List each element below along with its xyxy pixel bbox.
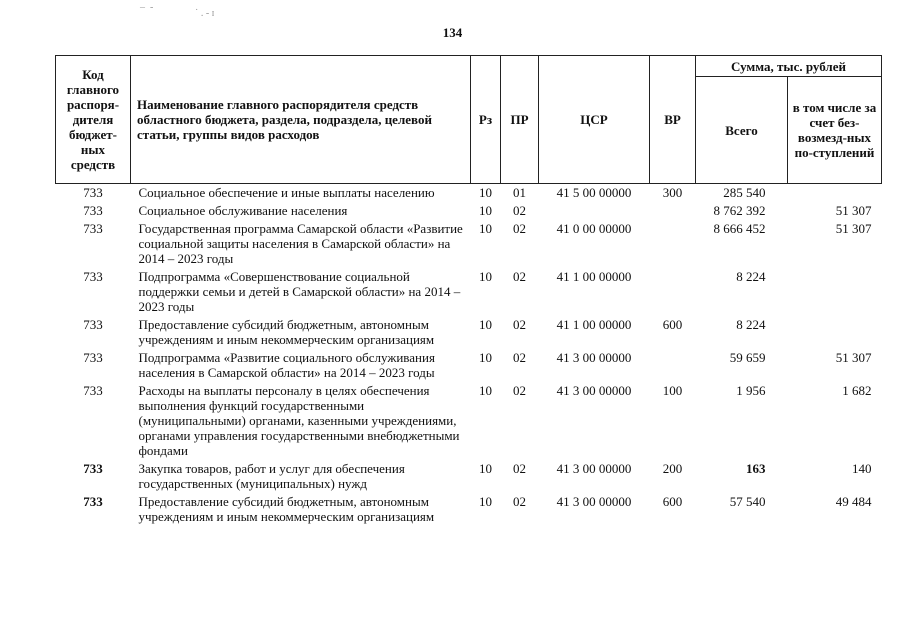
row-vr: 300 [662, 185, 683, 200]
row-rz: 10 [479, 185, 492, 200]
row-pr: 02 [513, 383, 526, 398]
row-rz: 10 [479, 269, 492, 284]
budget-table [55, 55, 882, 527]
row-grant: 49 484 [835, 494, 872, 509]
row-name: Закупка товаров, работ и услуг для обеспечения государственных (муниципальных) нужд [138, 461, 405, 491]
table-row [56, 494, 882, 527]
row-grant [788, 184, 882, 204]
header-rz: Рз [471, 56, 501, 184]
row-code: 733 [83, 494, 103, 509]
row-grant: 51 307 [835, 203, 872, 218]
row-name: Расходы на выплаты персоналу в целях обеспечения выполнения функций государственными (муниципальными) органами, казенными учреждениями, органами управления государственными внебюджетными фондами [138, 383, 460, 458]
row-rz: 10 [479, 383, 492, 398]
row-vr [650, 269, 696, 317]
row-pr: 02 [513, 317, 526, 332]
row-csr: 41 5 00 00000 [556, 185, 632, 200]
row-csr [539, 203, 650, 221]
row-rz: 10 [479, 221, 492, 236]
row-pr: 02 [513, 221, 526, 236]
row-total: 1 956 [736, 383, 766, 398]
row-csr: 41 0 00 00000 [556, 221, 632, 236]
row-name: Подпрограмма «Развитие социального обслуживания населения в Самарской области» на 2014 – 2023 годы [138, 350, 435, 380]
table-row [56, 269, 882, 317]
row-pr: 02 [513, 350, 526, 365]
row-name: Предоставление субсидий бюджетным, автономным учреждениям и иным некоммерческим организациям [138, 494, 435, 524]
table-row [56, 383, 882, 461]
scan-artifact: ˙ . - ɪ [195, 8, 215, 19]
scan-artifact: – ‐ [140, 2, 154, 13]
row-vr [650, 203, 696, 221]
row-vr [650, 221, 696, 269]
row-csr: 41 3 00 00000 [556, 461, 632, 476]
row-grant: 1 682 [842, 383, 872, 398]
row-pr: 02 [513, 269, 526, 284]
row-total: 8 666 452 [713, 221, 766, 236]
table-row [56, 317, 882, 350]
row-total: 285 540 [723, 185, 766, 200]
row-csr: 41 1 00 00000 [556, 317, 632, 332]
row-name: Социальное обслуживание населения [138, 203, 348, 218]
row-rz: 10 [479, 317, 492, 332]
row-pr: 02 [513, 461, 526, 476]
row-name: Подпрограмма «Совершенствование социальной поддержки семьи и детей в Самарской области» на 2014 – 2023 годы [138, 269, 461, 314]
table-row [56, 184, 882, 204]
row-name: Социальное обеспечение и иные выплаты населению [138, 185, 435, 200]
row-name: Предоставление субсидий бюджетным, автономным учреждениям и иным некоммерческим организациям [138, 317, 435, 347]
row-grant: 51 307 [835, 221, 872, 236]
row-pr: 02 [513, 203, 526, 218]
row-grant [788, 317, 882, 350]
row-total: 59 659 [729, 350, 766, 365]
row-vr [650, 350, 696, 383]
row-code: 733 [83, 185, 103, 200]
row-total: 57 540 [729, 494, 766, 509]
header-row [56, 56, 882, 77]
header-sum-group: Сумма, тыс. рублей [696, 56, 882, 77]
row-vr: 600 [662, 317, 683, 332]
row-grant: 51 307 [835, 350, 872, 365]
header-vr: ВР [650, 56, 696, 184]
header-pr: ПР [501, 56, 539, 184]
row-rz: 10 [479, 203, 492, 218]
table-row [56, 203, 882, 221]
row-total: 8 224 [736, 269, 766, 284]
row-grant [788, 269, 882, 317]
header-name: Наименование главного распорядителя средств областного бюджета, раздела, подраздела, целевой статьи, группы видов расходов [131, 56, 471, 184]
row-pr: 01 [513, 185, 526, 200]
header-csr: ЦСР [539, 56, 650, 184]
table-row [56, 461, 882, 494]
row-name: Государственная программа Самарской области «Развитие социальной защиты населения в Самарской области» на 2014 – 2023 годы [138, 221, 463, 266]
row-vr: 600 [662, 494, 683, 509]
row-pr: 02 [513, 494, 526, 509]
header-total: Всего [696, 77, 788, 184]
header-code: Код главного распоря-дителя бюджет-ных средств [56, 56, 131, 184]
row-rz: 10 [479, 494, 492, 509]
row-csr: 41 3 00 00000 [556, 350, 632, 365]
row-rz: 10 [479, 350, 492, 365]
row-rz: 10 [479, 461, 492, 476]
row-code: 733 [83, 350, 103, 365]
row-csr: 41 3 00 00000 [556, 494, 632, 509]
row-vr: 200 [662, 461, 683, 476]
row-code: 733 [83, 203, 103, 218]
row-vr: 100 [662, 383, 683, 398]
row-code: 733 [83, 317, 103, 332]
row-code: 733 [83, 221, 103, 236]
row-grant: 140 [852, 461, 872, 476]
row-csr: 41 3 00 00000 [556, 383, 632, 398]
header-grant: в том числе за счет без-возмезд-ных по-ступлений [788, 77, 882, 184]
row-code: 733 [83, 383, 103, 398]
row-code: 733 [83, 269, 103, 284]
table-row [56, 350, 882, 383]
table-row [56, 221, 882, 269]
row-total: 163 [746, 461, 766, 476]
page-number: 134 [442, 25, 463, 40]
row-total: 8 762 392 [713, 203, 766, 218]
row-csr: 41 1 00 00000 [556, 269, 632, 284]
row-total: 8 224 [736, 317, 766, 332]
row-code: 733 [83, 461, 103, 476]
